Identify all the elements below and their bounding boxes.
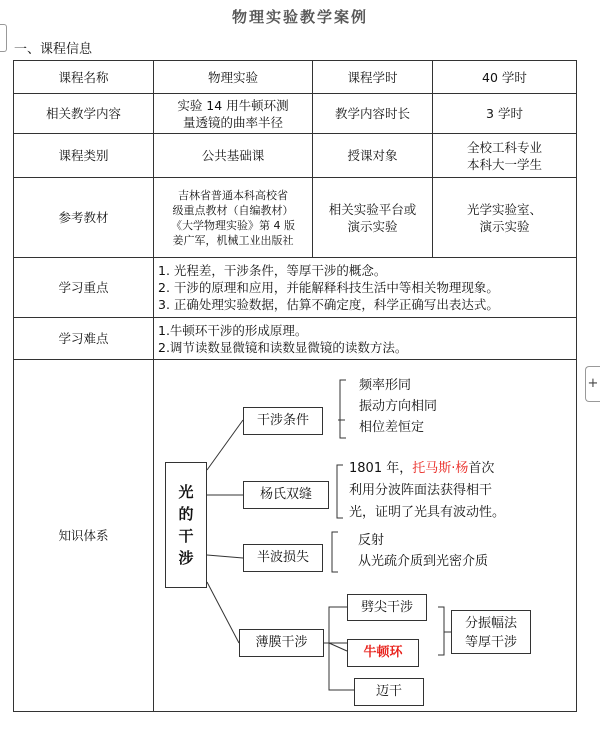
knowledge-diagram-cell xyxy=(154,360,577,712)
method-line: 等厚干涉 xyxy=(464,635,517,650)
audience-line: 全校工科专业 xyxy=(466,139,542,155)
table-row xyxy=(14,94,577,134)
table-row xyxy=(14,178,577,258)
audience-label: 授课对象 xyxy=(313,134,433,178)
knowledge-diagram xyxy=(154,360,577,710)
content-hours-value: 3 学时 xyxy=(433,94,577,134)
half-wave-item: 反射 xyxy=(358,533,385,548)
content-line: 量透镜的曲率半径 xyxy=(182,114,283,130)
difficulties-value xyxy=(154,318,577,360)
course-name-value: 物理实验 xyxy=(154,61,313,94)
root-char: 干 xyxy=(178,527,194,545)
table-row xyxy=(14,61,577,94)
root-char: 的 xyxy=(178,505,194,523)
key-point-item: 2. 干涉的原理和应用，并能解释科技生活中等相关物理现象。 xyxy=(158,280,499,295)
young-desc-suffix: 首次 xyxy=(468,461,495,476)
table-row xyxy=(14,318,577,360)
difficulties-label: 学习难点 xyxy=(14,318,154,360)
content-value xyxy=(154,94,313,134)
young-desc-line: 利用分波阵面法获得相干 xyxy=(349,483,493,498)
difficulty-item: 1.牛顿环干涉的形成原理。 xyxy=(158,322,308,338)
textbook-line: 《大学物理实验》第 4 版 xyxy=(171,218,295,232)
michelson-node: 迈干 xyxy=(354,678,424,706)
method-node xyxy=(451,610,531,654)
method-line: 分振幅法 xyxy=(464,616,517,631)
key-point-item: 1. 光程差，干涉条件，等厚干涉的概念。 xyxy=(158,263,387,278)
knowledge-label: 知识体系 xyxy=(14,360,154,712)
condition-item: 相位差恒定 xyxy=(359,420,425,435)
condition-item: 振动方向相同 xyxy=(359,399,438,414)
branch-thin-film: 薄膜干涉 xyxy=(239,629,324,657)
key-points-value xyxy=(154,258,577,318)
category-value: 公共基础课 xyxy=(154,134,313,178)
category-label: 课程类别 xyxy=(14,134,154,178)
platform-value xyxy=(433,178,577,258)
add-icon[interactable]: + xyxy=(585,366,600,402)
young-desc-line xyxy=(349,460,494,478)
wedge-node: 劈尖干涉 xyxy=(347,594,427,621)
audience-line: 本科大一学生 xyxy=(466,156,542,172)
newton-ring-node: 牛顿环 xyxy=(347,639,419,667)
half-wave-item: 从光疏介质到光密介质 xyxy=(358,554,489,569)
table-row xyxy=(14,360,577,712)
platform-label xyxy=(313,178,433,258)
audience-value xyxy=(433,134,577,178)
textbook-value xyxy=(154,178,313,258)
condition-item: 频率形同 xyxy=(359,378,412,393)
root-char: 涉 xyxy=(178,549,194,567)
root-char: 光 xyxy=(178,483,194,501)
textbook-line: 姜广军，机械工业出版社 xyxy=(172,233,294,247)
section-heading: 一、课程信息 xyxy=(14,42,93,57)
textbook-line: 级重点教材（自编教材） xyxy=(172,203,294,217)
content-line: 实验 14 用牛顿环测 xyxy=(177,97,289,113)
branch-conditions: 干涉条件 xyxy=(243,407,323,435)
hours-value: 40 学时 xyxy=(433,61,577,94)
content-label: 相关教学内容 xyxy=(14,94,154,134)
platform-label-line: 相关实验平台或 xyxy=(328,201,417,217)
branch-young: 杨氏双缝 xyxy=(243,481,329,509)
key-points-label: 学习重点 xyxy=(14,258,154,318)
platform-line: 演示实验 xyxy=(479,218,530,234)
course-name-label: 课程名称 xyxy=(14,61,154,94)
young-name: 托马斯·杨 xyxy=(412,461,469,476)
document-title: 物理实验教学案例 xyxy=(231,8,368,26)
textbook-label: 参考教材 xyxy=(14,178,154,258)
content-hours-label: 教学内容时长 xyxy=(313,94,433,134)
course-info-table xyxy=(13,60,577,712)
platform-line: 光学实验室、 xyxy=(466,201,542,217)
platform-label-line: 演示实验 xyxy=(347,218,398,234)
table-row xyxy=(14,258,577,318)
key-point-item: 3. 正确处理实验数据，估算不确定度，科学正确写出表达式。 xyxy=(158,297,499,312)
textbook-line: 吉林省普通本科高校省 xyxy=(178,188,288,202)
young-desc-line: 光，证明了光具有波动性。 xyxy=(349,505,506,520)
table-row xyxy=(14,134,577,178)
hours-label: 课程学时 xyxy=(313,61,433,94)
branch-half-wave: 半波损失 xyxy=(243,544,323,572)
page-corner-marker xyxy=(0,24,7,52)
difficulty-item: 2.调节读数显微镜和读数显微镜的读数方法。 xyxy=(158,339,408,355)
young-desc-prefix: 1801 年， xyxy=(349,461,413,476)
